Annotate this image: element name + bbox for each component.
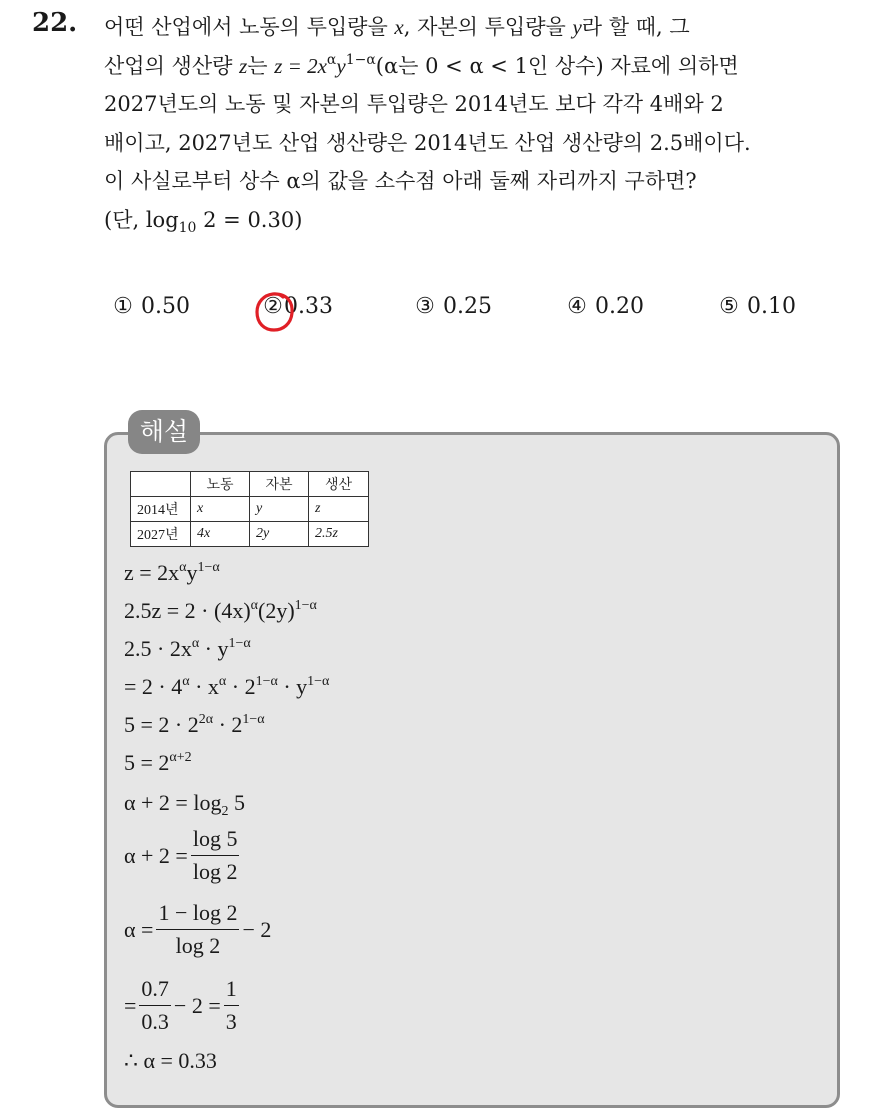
question-line-4: 배이고, 2027년도 산업 생산량은 2014년도 산업 생산량의 2.5배이다. <box>104 130 751 155</box>
q-text: 산업의 생산량 <box>104 53 240 78</box>
step-text: 2.5 · 2x <box>124 636 192 661</box>
step-sup: 1−α <box>242 712 265 727</box>
table-var: 2y <box>256 526 270 541</box>
solution-step-3 <box>124 636 251 662</box>
question-line-5: 이 사실로부터 상수 α의 값을 소수점 아래 둘째 자리까지 구하면? <box>104 169 697 193</box>
solution-step-1 <box>124 560 220 586</box>
step-text: · 2 <box>226 674 256 699</box>
choice-value: 0.25 <box>443 294 492 319</box>
choice-value: 0.33 <box>284 294 333 319</box>
step-text: α + 2 = <box>124 842 188 868</box>
solution-step-9 <box>124 900 271 959</box>
q-formula: z = 2x <box>274 53 327 78</box>
step-text: = <box>124 992 137 1018</box>
step-text: = 2 · 4 <box>124 674 183 699</box>
table-var: 4x <box>197 526 211 541</box>
fraction <box>156 900 239 959</box>
step-sup: α <box>218 674 227 689</box>
fraction-numerator: 0.7 <box>139 976 171 1006</box>
fraction-denominator: log 2 <box>192 859 238 884</box>
step-sup: α <box>250 598 258 613</box>
q-text: 어떤 산업에서 노동의 투입량을 <box>104 15 395 39</box>
question-line-1 <box>104 8 864 47</box>
question-number: 22. <box>32 8 78 38</box>
table-row <box>131 497 369 522</box>
table-cell <box>191 497 250 522</box>
table-cell <box>250 522 309 547</box>
question-line-6 <box>104 201 864 240</box>
q-var: z <box>239 53 248 78</box>
fraction <box>224 976 239 1035</box>
solution-step-2 <box>124 598 317 624</box>
choice-3[interactable] <box>414 294 492 319</box>
table-row <box>131 522 369 547</box>
solution-step-11: ∴ α = 0.33 <box>124 1048 217 1073</box>
step-sup: α <box>182 674 190 689</box>
question-line-2 <box>104 47 864 86</box>
table-header-cell: 노동 <box>191 472 250 497</box>
fraction-denominator: log 2 <box>175 933 221 958</box>
fraction-denominator: 0.3 <box>141 1009 169 1034</box>
q-formula: y <box>336 53 346 78</box>
step-text: y <box>186 560 198 585</box>
fraction <box>191 826 240 885</box>
table-cell: 2027년 <box>131 522 191 547</box>
table-cell <box>309 522 369 547</box>
table-header-row <box>131 472 369 497</box>
table-header-cell <box>131 472 191 497</box>
step-text: 5 = 2 <box>124 750 170 775</box>
solution-step-7 <box>124 790 245 819</box>
choice-symbol: ③ <box>415 294 435 319</box>
data-table <box>130 471 369 547</box>
choice-1[interactable] <box>112 294 190 319</box>
q-text: (단, log <box>104 207 179 232</box>
step-sup: 1−α <box>307 674 330 689</box>
step-text: 5 <box>228 790 245 815</box>
fraction-numerator: log 5 <box>191 826 240 856</box>
choice-value: 0.20 <box>595 294 644 319</box>
step-sup: α <box>179 560 187 575</box>
choice-4[interactable] <box>566 294 644 319</box>
fraction-numerator: 1 <box>224 976 239 1006</box>
choice-value: 0.50 <box>141 294 190 319</box>
question-line-3: 2027년도의 노동 및 자본의 투입량은 2014년도 보다 각각 4배와 2 <box>104 92 724 116</box>
q-text: 2 = 0.30) <box>196 207 303 232</box>
choice-symbol: ④ <box>567 294 587 319</box>
step-text: · y <box>277 674 308 699</box>
step-sub: 2 <box>221 804 229 819</box>
step-text: · y <box>199 636 229 661</box>
table-var: z <box>315 501 321 516</box>
choice-symbol: ⑤ <box>719 294 739 319</box>
step-text: α + 2 = log <box>124 790 222 815</box>
step-sup: α+2 <box>169 750 192 765</box>
table-var: x <box>197 501 204 516</box>
table-var: y <box>256 501 263 516</box>
step-text: z = 2x <box>124 560 180 585</box>
q-sub: 10 <box>178 219 197 236</box>
fraction-numerator: 1 − log 2 <box>156 900 239 930</box>
step-sup: α <box>191 636 200 651</box>
choice-symbol: ② <box>263 294 283 319</box>
step-text: 2.5z = 2 · (4x) <box>124 598 251 623</box>
step-sup: 1−α <box>228 636 251 651</box>
solution-step-6 <box>124 750 192 776</box>
table-var: 2.5z <box>315 526 338 541</box>
table-cell <box>309 497 369 522</box>
table-cell <box>250 497 309 522</box>
table-cell <box>191 522 250 547</box>
step-text: − 2 = <box>173 992 221 1018</box>
solution-tab-label: 해설 <box>128 410 200 454</box>
step-text: · 2 <box>213 712 243 737</box>
step-text: α = <box>124 916 154 942</box>
q-var: y <box>572 15 582 39</box>
q-sup: 1−α <box>345 51 376 68</box>
q-var: x <box>394 15 404 39</box>
q-text: 는 <box>247 53 275 78</box>
choice-5[interactable] <box>718 294 796 319</box>
solution-step-8 <box>124 826 242 885</box>
solution-step-5 <box>124 712 265 738</box>
solution-step-4 <box>124 674 329 700</box>
choice-symbol: ① <box>113 294 133 319</box>
table-cell: 2014년 <box>131 497 191 522</box>
q-sup: α <box>326 51 337 68</box>
solution-step-10 <box>124 976 242 1035</box>
step-text: · x <box>189 674 219 699</box>
q-text: 라 할 때, 그 <box>581 15 690 39</box>
q-text: , 자본의 투입량을 <box>403 15 573 39</box>
step-text: 5 = 2 · 2 <box>124 712 199 737</box>
step-sup: 2α <box>198 712 214 727</box>
table-header-cell: 자본 <box>250 472 309 497</box>
step-sup: 1−α <box>255 674 278 689</box>
step-text: − 2 <box>242 916 272 942</box>
step-sup: 1−α <box>294 598 317 613</box>
step-sup: 1−α <box>197 560 220 575</box>
question-text <box>104 8 864 239</box>
step-text: (2y) <box>258 598 295 623</box>
answer-circle-mark-icon <box>253 290 297 334</box>
fraction-denominator: 3 <box>225 1009 237 1034</box>
choice-value: 0.10 <box>747 294 796 319</box>
q-text: (α는 0 < α < 1인 상수) 자료에 의하면 <box>375 53 739 78</box>
table-header-cell: 생산 <box>309 472 369 497</box>
fraction <box>139 976 171 1035</box>
answer-choices <box>0 294 884 334</box>
